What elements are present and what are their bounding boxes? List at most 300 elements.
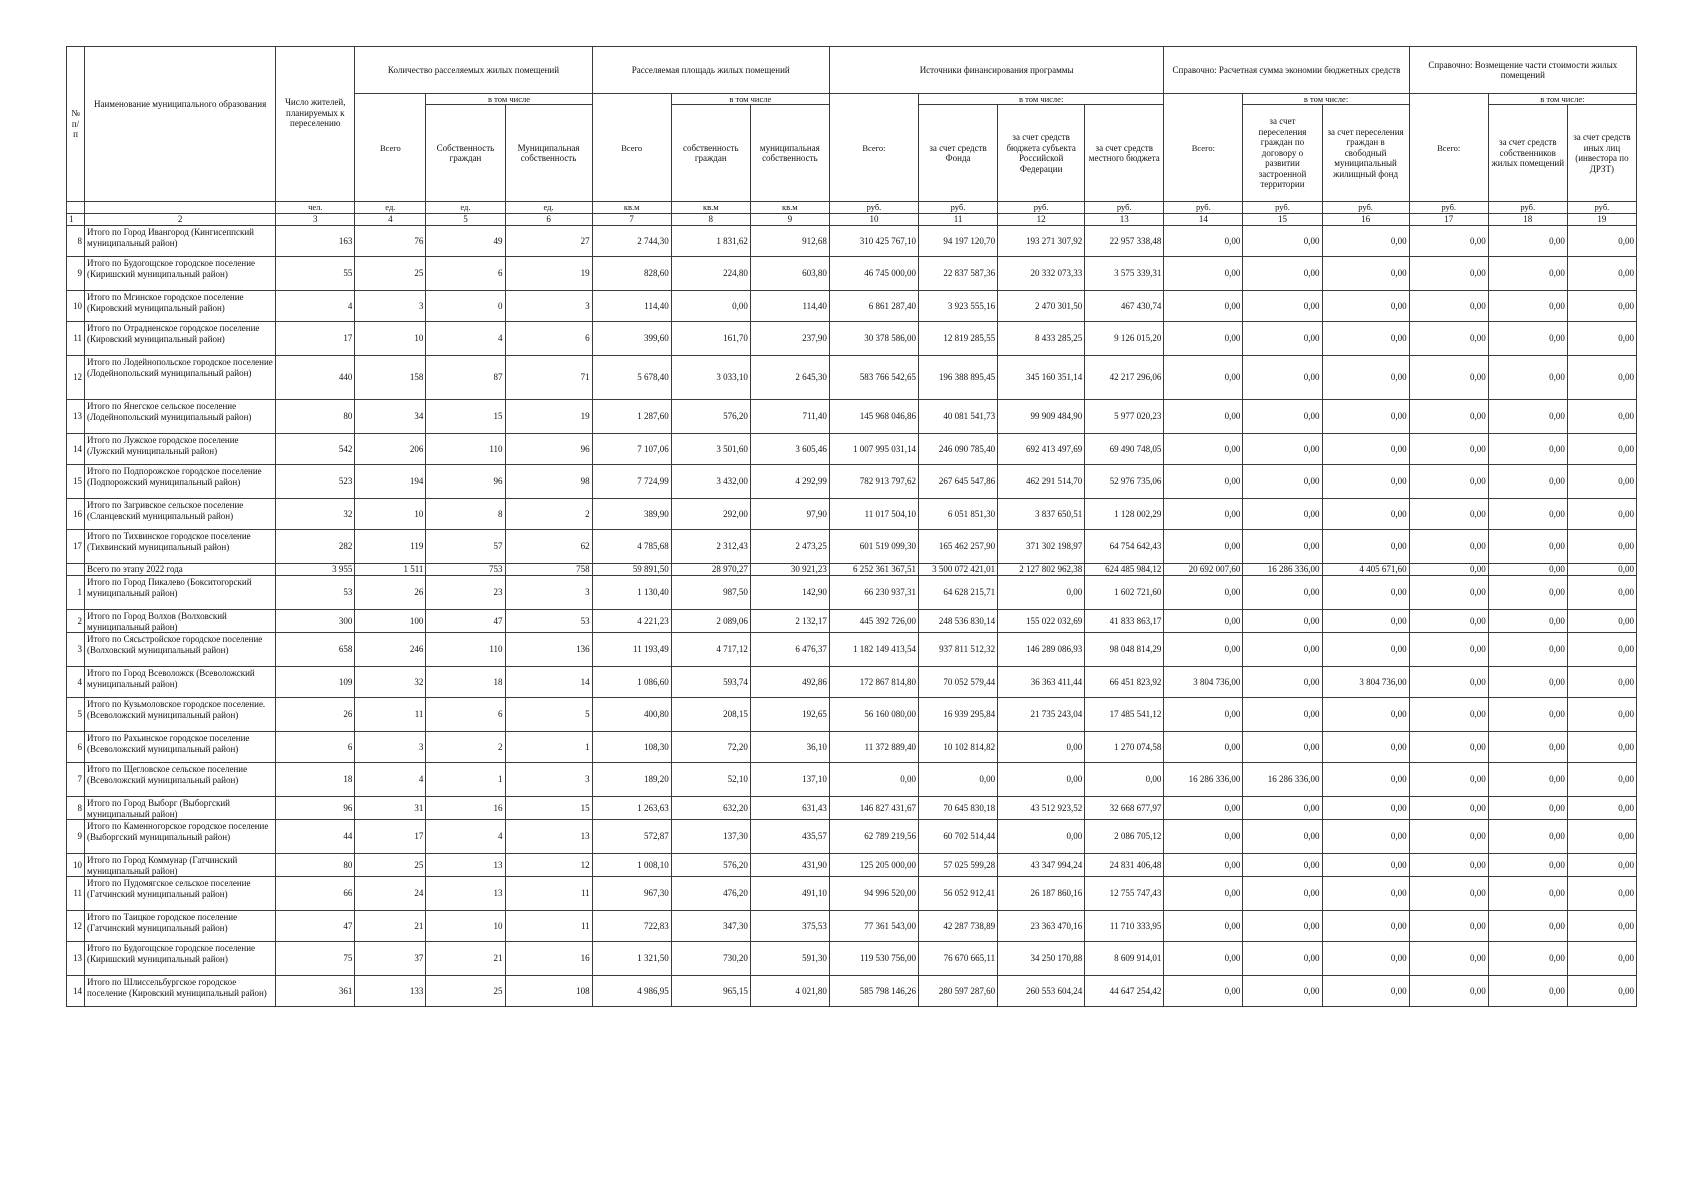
table-body (67, 226, 1637, 1007)
value-cell: 431,90 (750, 854, 829, 877)
value-cell: 47 (276, 911, 355, 942)
value-cell: 0,00 (1567, 465, 1636, 499)
header-fin-total: Всего: (829, 94, 918, 202)
value-cell: 158 (355, 356, 426, 400)
value-cell: 11 193,49 (592, 633, 671, 667)
value-cell: 462 291 514,70 (998, 465, 1085, 499)
header-area-group: Расселяемая площадь жилых помещений (592, 47, 829, 94)
value-cell: 196 388 895,45 (919, 356, 998, 400)
value-cell: 21 (426, 942, 505, 976)
value-cell: 0,00 (1567, 322, 1636, 356)
unit-cell: кв.м (592, 202, 671, 214)
value-cell: 8 609 914,01 (1085, 942, 1164, 976)
value-cell: 110 (426, 434, 505, 465)
value-cell: 0,00 (1488, 576, 1567, 610)
value-cell: 0,00 (1488, 400, 1567, 434)
value-cell: 0,00 (1164, 291, 1243, 322)
value-cell: 40 081 541,73 (919, 400, 998, 434)
value-cell: 1 831,62 (671, 226, 750, 257)
value-cell: 1 (426, 763, 505, 797)
value-cell: 0,00 (1409, 400, 1488, 434)
value-cell: 0,00 (1567, 732, 1636, 763)
value-cell: 44 (276, 820, 355, 854)
value-cell: 0,00 (1243, 854, 1322, 877)
value-cell: 3 804 736,00 (1164, 667, 1243, 698)
value-cell: 0,00 (1567, 797, 1636, 820)
value-cell: 0,00 (829, 763, 918, 797)
row-number: 5 (67, 698, 85, 732)
value-cell: 76 (355, 226, 426, 257)
value-cell: 76 670 665,11 (919, 942, 998, 976)
value-cell: 193 271 307,92 (998, 226, 1085, 257)
value-cell: 6 (505, 322, 592, 356)
column-number-cell: 15 (1243, 214, 1322, 226)
value-cell: 576,20 (671, 854, 750, 877)
value-cell: 24 831 406,48 (1085, 854, 1164, 877)
value-cell: 0,00 (1322, 291, 1409, 322)
value-cell: 52,10 (671, 763, 750, 797)
value-cell: 0,00 (1567, 356, 1636, 400)
value-cell: 66 230 937,31 (829, 576, 918, 610)
unit-cell: руб. (998, 202, 1085, 214)
value-cell: 0,00 (1322, 698, 1409, 732)
value-cell: 542 (276, 434, 355, 465)
municipality-name: Итого по Таицкое городское поселение (Гатчинский муниципальный район) (85, 911, 276, 942)
value-cell: 4 (426, 820, 505, 854)
value-cell: 0,00 (1164, 797, 1243, 820)
value-cell: 17 (276, 322, 355, 356)
value-cell: 576,20 (671, 400, 750, 434)
municipality-name: Итого по Янегское сельское поселение (Лодейнопольский муниципальный район) (85, 400, 276, 434)
value-cell: 30 378 586,00 (829, 322, 918, 356)
value-cell: 137,30 (671, 820, 750, 854)
value-cell: 0,00 (1243, 698, 1322, 732)
row-number: 12 (67, 356, 85, 400)
value-cell: 0,00 (1243, 667, 1322, 698)
municipality-name: Итого по Город Выборг (Выборгский муниципальный район) (85, 797, 276, 820)
column-number-cell: 16 (1322, 214, 1409, 226)
value-cell: 3 575 339,31 (1085, 257, 1164, 291)
value-cell: 0,00 (919, 763, 998, 797)
column-number-cell: 7 (592, 214, 671, 226)
value-cell: 0 (426, 291, 505, 322)
value-cell: 1 (505, 732, 592, 763)
value-cell: 43 512 923,52 (998, 797, 1085, 820)
value-cell: 0,00 (1243, 732, 1322, 763)
value-cell: 57 025 599,28 (919, 854, 998, 877)
value-cell: 0,00 (1322, 976, 1409, 1007)
value-cell: 110 (426, 633, 505, 667)
value-cell: 467 430,74 (1085, 291, 1164, 322)
row-number: 1 (67, 576, 85, 610)
value-cell: 43 347 994,24 (998, 854, 1085, 877)
value-cell: 20 332 073,33 (998, 257, 1085, 291)
value-cell: 361 (276, 976, 355, 1007)
value-cell: 146 289 086,93 (998, 633, 1085, 667)
value-cell: 0,00 (1243, 530, 1322, 564)
value-cell: 491,10 (750, 877, 829, 911)
value-cell: 0,00 (998, 576, 1085, 610)
value-cell: 0,00 (1567, 291, 1636, 322)
value-cell: 0,00 (1322, 322, 1409, 356)
municipality-name: Итого по Лодейнопольское городское поселение (Лодейнопольский муниципальный район) (85, 356, 276, 400)
value-cell: 0,00 (1488, 564, 1567, 576)
value-cell: 0,00 (1322, 434, 1409, 465)
row-number: 2 (67, 610, 85, 633)
value-cell: 4 405 671,60 (1322, 564, 1409, 576)
value-cell: 0,00 (1164, 530, 1243, 564)
header-reimb-group: Справочно: Возмещение части стоимости жилых помещений (1409, 47, 1636, 94)
table-row (67, 820, 1637, 854)
value-cell: 12 755 747,43 (1085, 877, 1164, 911)
value-cell: 53 (505, 610, 592, 633)
table-row (67, 942, 1637, 976)
value-cell: 2 127 802 962,38 (998, 564, 1085, 576)
value-cell: 1 008,10 (592, 854, 671, 877)
value-cell: 347,30 (671, 911, 750, 942)
municipality-name: Итого по Будогощское городское поселение (Киришский муниципальный район) (85, 257, 276, 291)
value-cell: 399,60 (592, 322, 671, 356)
value-cell: 3 (505, 576, 592, 610)
value-cell: 6 051 851,30 (919, 499, 998, 530)
value-cell: 49 (426, 226, 505, 257)
header-econ-dev: за счет переселения граждан по договору о развитии застроенной территории (1243, 105, 1322, 202)
value-cell: 3 (355, 732, 426, 763)
municipality-name: Итого по Кузьмоловское городское поселение. (Всеволожский муниципальный район) (85, 698, 276, 732)
value-cell: 12 819 285,55 (919, 322, 998, 356)
value-cell: 591,30 (750, 942, 829, 976)
value-cell: 99 909 484,90 (998, 400, 1085, 434)
value-cell: 34 250 170,88 (998, 942, 1085, 976)
value-cell: 0,00 (1409, 976, 1488, 1007)
value-cell: 98 (505, 465, 592, 499)
value-cell: 375,53 (750, 911, 829, 942)
value-cell: 125 205 000,00 (829, 854, 918, 877)
row-number: 13 (67, 400, 85, 434)
value-cell: 12 (505, 854, 592, 877)
value-cell: 246 090 785,40 (919, 434, 998, 465)
unit-cell: ед. (505, 202, 592, 214)
value-cell: 603,80 (750, 257, 829, 291)
unit-cell: ед. (355, 202, 426, 214)
value-cell: 0,00 (1488, 610, 1567, 633)
value-cell: 21 (355, 911, 426, 942)
row-number: 4 (67, 667, 85, 698)
value-cell: 94 996 520,00 (829, 877, 918, 911)
value-cell: 3 605,46 (750, 434, 829, 465)
header-subject-budget: за счет средств бюджета субъекта Российской Федерации (998, 105, 1085, 202)
value-cell: 0,00 (1488, 854, 1567, 877)
value-cell: 0,00 (1409, 576, 1488, 610)
unit-cell: кв.м (671, 202, 750, 214)
value-cell: 11 (355, 698, 426, 732)
value-cell: 0,00 (1164, 877, 1243, 911)
column-number-cell: 6 (505, 214, 592, 226)
value-cell: 25 (355, 854, 426, 877)
value-cell: 3 033,10 (671, 356, 750, 400)
value-cell: 4 717,12 (671, 633, 750, 667)
table-row (67, 257, 1637, 291)
value-cell: 0,00 (1164, 322, 1243, 356)
value-cell: 3 (355, 291, 426, 322)
value-cell: 692 413 497,69 (998, 434, 1085, 465)
value-cell: 0,00 (1488, 698, 1567, 732)
value-cell: 0,00 (1164, 633, 1243, 667)
table-row (67, 610, 1637, 633)
table-row (67, 877, 1637, 911)
value-cell: 0,00 (1567, 976, 1636, 1007)
value-cell: 0,00 (1243, 633, 1322, 667)
table-row (67, 322, 1637, 356)
value-cell: 0,00 (1567, 530, 1636, 564)
value-cell: 62 (505, 530, 592, 564)
column-number-cell: 14 (1164, 214, 1243, 226)
row-number: 17 (67, 530, 85, 564)
municipality-name: Итого по Щегловское сельское поселение (Всеволожский муниципальный район) (85, 763, 276, 797)
table-row (67, 732, 1637, 763)
value-cell: 0,00 (1567, 400, 1636, 434)
value-cell: 23 (426, 576, 505, 610)
value-cell: 64 754 642,43 (1085, 530, 1164, 564)
value-cell: 2 089,06 (671, 610, 750, 633)
value-cell: 523 (276, 465, 355, 499)
value-cell: 0,00 (1488, 732, 1567, 763)
value-cell: 0,00 (1488, 434, 1567, 465)
unit-cell: руб. (829, 202, 918, 214)
value-cell: 98 048 814,29 (1085, 633, 1164, 667)
unit-cell: руб. (1085, 202, 1164, 214)
value-cell: 0,00 (1243, 434, 1322, 465)
value-cell: 37 (355, 942, 426, 976)
value-cell: 16 286 336,00 (1164, 763, 1243, 797)
value-cell: 0,00 (1243, 257, 1322, 291)
municipality-name: Итого по Город Коммунар (Гатчинский муниципальный район) (85, 854, 276, 877)
value-cell: 0,00 (1322, 400, 1409, 434)
value-cell: 206 (355, 434, 426, 465)
value-cell: 2 132,17 (750, 610, 829, 633)
value-cell: 0,00 (1322, 610, 1409, 633)
value-cell: 27 (505, 226, 592, 257)
value-cell: 435,57 (750, 820, 829, 854)
value-cell: 3 (505, 763, 592, 797)
value-cell: 4 (426, 322, 505, 356)
value-cell: 0,00 (1164, 942, 1243, 976)
value-cell: 119 530 756,00 (829, 942, 918, 976)
value-cell: 31 (355, 797, 426, 820)
value-cell: 4 292,99 (750, 465, 829, 499)
value-cell: 0,00 (1488, 291, 1567, 322)
row-number: 12 (67, 911, 85, 942)
unit-cell: руб. (1322, 202, 1409, 214)
column-number-cell: 1 (67, 214, 85, 226)
value-cell: 1 321,50 (592, 942, 671, 976)
value-cell: 0,00 (1409, 942, 1488, 976)
value-cell: 0,00 (1322, 499, 1409, 530)
value-cell: 4 986,95 (592, 976, 671, 1007)
value-cell: 0,00 (1567, 564, 1636, 576)
row-number: 8 (67, 797, 85, 820)
value-cell: 21 735 243,04 (998, 698, 1085, 732)
value-cell: 3 837 650,51 (998, 499, 1085, 530)
unit-cell: ед. (426, 202, 505, 214)
value-cell: 69 490 748,05 (1085, 434, 1164, 465)
value-cell: 145 968 046,86 (829, 400, 918, 434)
table-row (67, 226, 1637, 257)
value-cell: 0,00 (1164, 499, 1243, 530)
value-cell: 0,00 (1567, 854, 1636, 877)
column-number-cell: 12 (998, 214, 1085, 226)
municipality-name: Итого по Шлиссельбургское городское поселение (Кировский муниципальный район) (85, 976, 276, 1007)
header-econ-total: Всего: (1164, 94, 1243, 202)
row-number: 15 (67, 465, 85, 499)
value-cell: 280 597 287,60 (919, 976, 998, 1007)
value-cell: 136 (505, 633, 592, 667)
value-cell: 2 744,30 (592, 226, 671, 257)
value-cell: 0,00 (1322, 763, 1409, 797)
value-cell: 57 (426, 530, 505, 564)
value-cell: 0,00 (1164, 976, 1243, 1007)
value-cell: 0,00 (1409, 633, 1488, 667)
value-cell: 0,00 (1409, 356, 1488, 400)
value-cell: 19 (505, 400, 592, 434)
value-cell: 0,00 (1409, 226, 1488, 257)
value-cell: 0,00 (1488, 226, 1567, 257)
value-cell: 3 501,60 (671, 434, 750, 465)
table-row (67, 911, 1637, 942)
column-number-cell: 8 (671, 214, 750, 226)
value-cell: 400,80 (592, 698, 671, 732)
header-qty-group: Количество расселяемых жилых помещений (355, 47, 592, 94)
value-cell: 0,00 (1322, 530, 1409, 564)
value-cell: 96 (505, 434, 592, 465)
value-cell: 0,00 (1243, 356, 1322, 400)
header-qty-municipal: Муниципальная собственность (505, 105, 592, 202)
value-cell: 389,90 (592, 499, 671, 530)
value-cell: 583 766 542,65 (829, 356, 918, 400)
value-cell: 5 977 020,23 (1085, 400, 1164, 434)
value-cell: 46 745 000,00 (829, 257, 918, 291)
header-local-budget: за счет средств местного бюджета (1085, 105, 1164, 202)
value-cell: 3 804 736,00 (1322, 667, 1409, 698)
value-cell: 114,40 (592, 291, 671, 322)
value-cell: 36,10 (750, 732, 829, 763)
municipality-name: Всего по этапу 2022 года (85, 564, 276, 576)
table-header (67, 47, 1637, 226)
header-reimb-owners: за счет средств собственников жилых помещений (1488, 105, 1567, 202)
value-cell: 10 102 814,82 (919, 732, 998, 763)
value-cell: 0,00 (1322, 854, 1409, 877)
value-cell: 260 553 604,24 (998, 976, 1085, 1007)
value-cell: 0,00 (1488, 257, 1567, 291)
value-cell: 0,00 (1488, 356, 1567, 400)
value-cell: 0,00 (1322, 576, 1409, 610)
value-cell: 53 (276, 576, 355, 610)
value-cell: 97,90 (750, 499, 829, 530)
value-cell: 0,00 (1488, 465, 1567, 499)
value-cell: 585 798 146,26 (829, 976, 918, 1007)
value-cell: 0,00 (1409, 877, 1488, 911)
value-cell: 3 500 072 421,01 (919, 564, 998, 576)
value-cell: 987,50 (671, 576, 750, 610)
value-cell: 0,00 (1322, 820, 1409, 854)
value-cell: 26 187 860,16 (998, 877, 1085, 911)
value-cell: 10 (426, 911, 505, 942)
column-number-cell: 10 (829, 214, 918, 226)
value-cell: 0,00 (1164, 610, 1243, 633)
unit-cell (67, 202, 85, 214)
column-number-cell: 18 (1488, 214, 1567, 226)
municipality-name: Итого по Лужское городское поселение (Лужский муниципальный район) (85, 434, 276, 465)
column-numbers-row (67, 214, 1637, 226)
row-number: 13 (67, 942, 85, 976)
value-cell: 0,00 (1164, 911, 1243, 942)
value-cell: 658 (276, 633, 355, 667)
value-cell: 1 602 721,60 (1085, 576, 1164, 610)
value-cell: 601 519 099,30 (829, 530, 918, 564)
value-cell: 0,00 (1409, 667, 1488, 698)
value-cell: 0,00 (671, 291, 750, 322)
value-cell: 66 451 823,92 (1085, 667, 1164, 698)
value-cell: 23 363 470,16 (998, 911, 1085, 942)
value-cell: 0,00 (1567, 942, 1636, 976)
header-fin-group: Источники финансирования программы (829, 47, 1163, 94)
value-cell: 6 (276, 732, 355, 763)
value-cell: 0,00 (1488, 499, 1567, 530)
value-cell: 0,00 (1322, 465, 1409, 499)
row-number: 10 (67, 854, 85, 877)
value-cell: 912,68 (750, 226, 829, 257)
value-cell: 70 052 579,44 (919, 667, 998, 698)
header-fin-incl: в том числе: (919, 94, 1164, 105)
value-cell: 0,00 (1409, 732, 1488, 763)
value-cell: 2 (505, 499, 592, 530)
value-cell: 0,00 (1488, 763, 1567, 797)
value-cell: 155 022 032,69 (998, 610, 1085, 633)
unit-cell: чел. (276, 202, 355, 214)
column-number-cell: 5 (426, 214, 505, 226)
value-cell: 3 955 (276, 564, 355, 576)
value-cell: 75 (276, 942, 355, 976)
value-cell: 300 (276, 610, 355, 633)
table-row (67, 465, 1637, 499)
value-cell: 371 302 198,97 (998, 530, 1085, 564)
value-cell: 32 (276, 499, 355, 530)
value-cell: 758 (505, 564, 592, 576)
value-cell: 572,87 (592, 820, 671, 854)
value-cell: 0,00 (1409, 564, 1488, 576)
value-cell: 0,00 (1322, 257, 1409, 291)
table-row (67, 976, 1637, 1007)
value-cell: 445 392 726,00 (829, 610, 918, 633)
unit-cell: руб. (1567, 202, 1636, 214)
value-cell: 25 (426, 976, 505, 1007)
value-cell: 0,00 (1409, 291, 1488, 322)
value-cell: 32 668 677,97 (1085, 797, 1164, 820)
value-cell: 56 052 912,41 (919, 877, 998, 911)
header-area-incl: в том числе (671, 94, 829, 105)
table-row (67, 698, 1637, 732)
value-cell: 55 (276, 257, 355, 291)
value-cell: 10 (355, 499, 426, 530)
units-row (67, 202, 1637, 214)
value-cell: 2 645,30 (750, 356, 829, 400)
value-cell: 18 (426, 667, 505, 698)
table-row (67, 434, 1637, 465)
value-cell: 7 107,06 (592, 434, 671, 465)
header-area-owned: собственность граждан (671, 105, 750, 202)
value-cell: 4 (276, 291, 355, 322)
value-cell: 24 (355, 877, 426, 911)
